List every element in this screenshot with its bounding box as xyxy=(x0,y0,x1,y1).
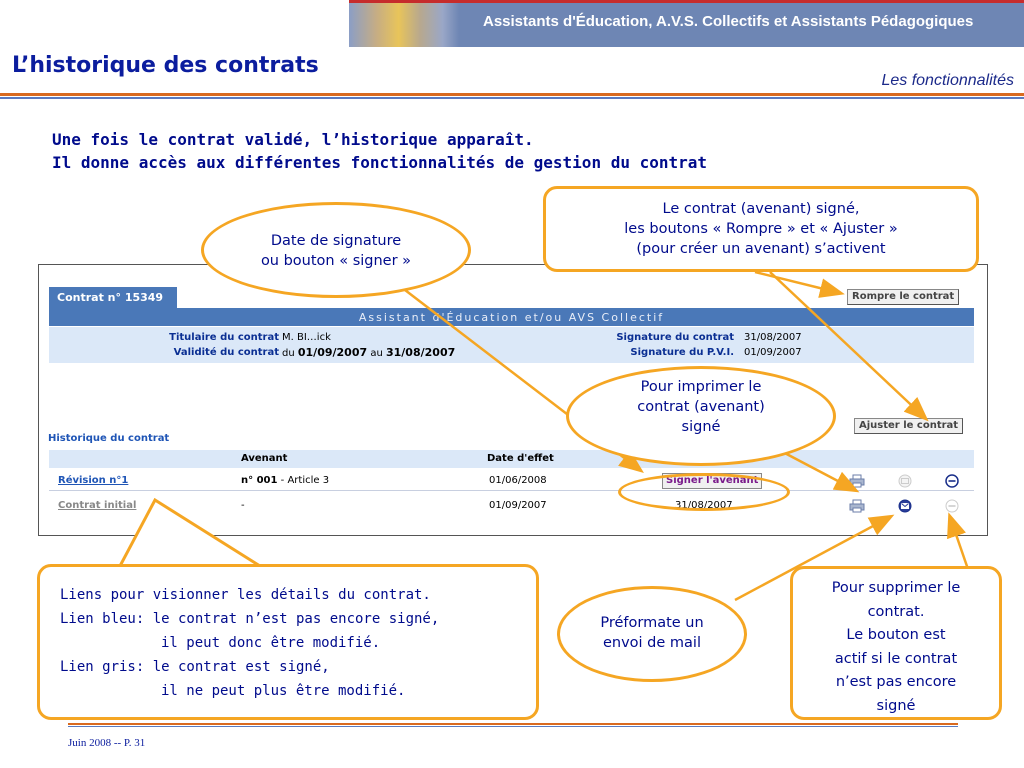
contract-type-header: Assistant d'Éducation et/ou AVS Collectif xyxy=(49,310,974,326)
callout-text: Date de signature xyxy=(270,233,402,249)
callout-text: contrat (avenant) xyxy=(637,399,765,415)
intro-line-2: Il donne accès aux différentes fonctionnalités de gestion du contrat xyxy=(52,153,708,172)
callout-text: Le bouton est xyxy=(846,627,946,643)
revision-link[interactable]: Révision n°1 xyxy=(58,475,129,486)
rompre-contrat-button[interactable]: Rompre le contrat xyxy=(847,289,959,305)
date-effet-cell: 01/06/2008 xyxy=(489,475,547,486)
callout-text: Liens pour visionner les détails du contrat. xyxy=(60,587,431,603)
column-date-effet: Date d'effet xyxy=(487,453,554,464)
ajuster-contrat-button[interactable]: Ajuster le contrat xyxy=(854,418,963,434)
signature-contrat-value: 31/08/2007 xyxy=(744,332,802,343)
titulaire-label: Titulaire du contrat xyxy=(169,332,279,343)
footer-page-info: Juin 2008 -- P. 31 xyxy=(68,737,146,749)
callout-text: signé xyxy=(876,697,916,714)
intro-line-1: Une fois le contrat validé, l’historique apparaît. xyxy=(52,130,534,149)
avenant-cell: n° 001 - Article 3 xyxy=(241,475,330,486)
contrat-initial-link[interactable]: Contrat initial xyxy=(58,500,137,511)
callout-mail xyxy=(557,586,747,682)
callout-links xyxy=(37,564,539,720)
banner-title: Assistants d'Éducation, A.V.S. Collectifs et Assistants Pédagogiques xyxy=(483,13,974,30)
callout-text: Lien gris: le contrat est signé, xyxy=(60,659,330,675)
callout-print xyxy=(566,366,836,466)
footer-rule-blue xyxy=(68,726,958,727)
callout-text: signé xyxy=(681,419,721,435)
callout-text: il ne peut plus être modifié. xyxy=(161,683,406,699)
signature-pvi-label: Signature du P.V.I. xyxy=(630,347,734,358)
validite-label: Validité du contrat xyxy=(173,347,279,358)
date-effet-cell: 01/09/2007 xyxy=(489,500,547,511)
callout-text: il peut donc être modifié. xyxy=(161,635,381,651)
callout-text: contrat. xyxy=(867,603,925,620)
callout-text: Lien bleu: le contrat n’est pas encore signé, xyxy=(60,611,440,627)
callout-delete xyxy=(790,566,1002,720)
callout-text: n’est pas encore xyxy=(835,674,957,690)
signature-contrat-label: Signature du contrat xyxy=(616,332,734,343)
signer-button-highlight xyxy=(618,473,790,511)
callout-text: ou bouton « signer » xyxy=(260,253,412,269)
callout-text: (pour créer un avenant) s’activent xyxy=(636,241,886,257)
titulaire-value: M. BI…ick xyxy=(282,332,331,343)
validite-value: du 01/09/2007 au 31/08/2007 xyxy=(282,346,456,359)
slide-title: L’historique des contrats xyxy=(12,53,319,78)
history-label: Historique du contrat xyxy=(48,433,170,444)
callout-date-signature xyxy=(201,202,471,298)
callout-signed-buttons xyxy=(543,186,979,272)
contract-tab[interactable]: Contrat n° 15349 xyxy=(49,287,177,309)
footer-rule xyxy=(68,723,958,725)
callout-text: Pour imprimer le xyxy=(640,379,762,395)
signature-pvi-value: 01/09/2007 xyxy=(744,347,802,358)
signature-cell: 31/08/2007 xyxy=(675,500,733,511)
avenant-cell: - xyxy=(241,500,245,511)
signer-avenant-button[interactable]: Signer l'avenant xyxy=(662,473,762,489)
callout-text: actif si le contrat xyxy=(834,650,958,667)
column-avenant: Avenant xyxy=(241,453,288,464)
callout-text: envoi de mail xyxy=(602,635,701,651)
callout-text: Le contrat (avenant) signé, xyxy=(662,201,860,217)
slide-subtitle: Les fonctionnalités xyxy=(881,72,1014,89)
callout-text: Pour supprimer le xyxy=(831,580,961,596)
callout-text: Préformate un xyxy=(600,615,704,631)
callout-text: les boutons « Rompre » et « Ajuster » xyxy=(624,221,898,237)
